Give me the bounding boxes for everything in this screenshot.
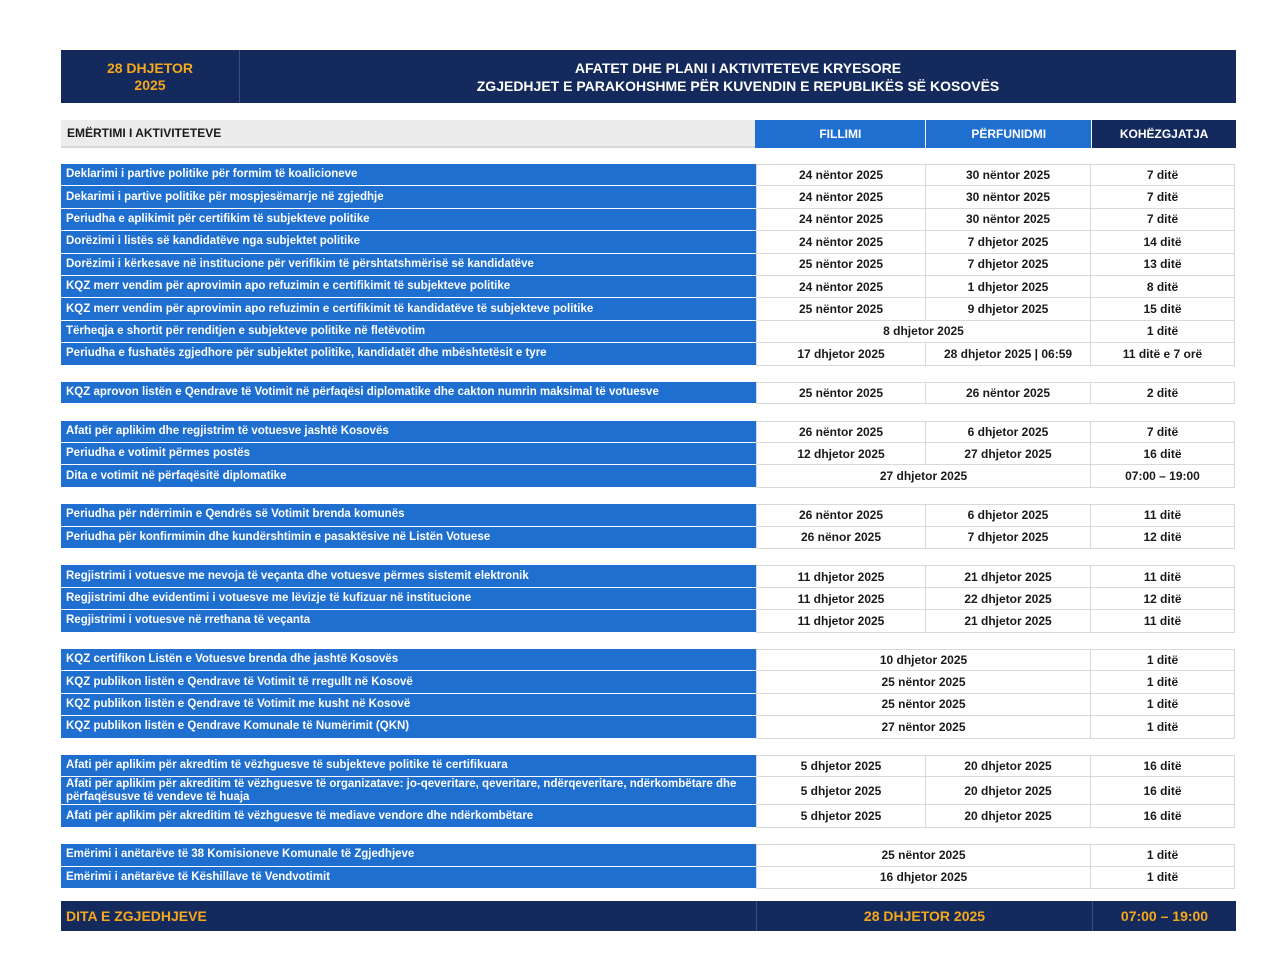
- duration-cell: 16 ditë: [1091, 755, 1235, 777]
- start-date-cell: 11 dhjetor 2025: [756, 610, 926, 632]
- start-date-cell: 17 dhjetor 2025: [756, 343, 926, 365]
- table-row: [61, 504, 1236, 526]
- activity-cell: Dekarimi i partive politike për mospjesëmarrje në zgjedhje: [61, 186, 756, 208]
- end-date-cell: 30 nëntor 2025: [926, 186, 1091, 208]
- duration-cell: 15 ditë: [1091, 298, 1235, 320]
- footer-date: 28 DHJETOR 2025: [756, 901, 1092, 931]
- header-date: [61, 50, 240, 103]
- table-row: [61, 276, 1236, 298]
- table-row: [61, 588, 1236, 610]
- duration-cell: 7 ditë: [1091, 164, 1235, 186]
- activity-cell: KQZ publikon listën e Qendrave të Votimit me kusht në Kosovë: [61, 694, 756, 716]
- election-day-footer: [61, 901, 1236, 931]
- table-row: [61, 777, 1236, 805]
- start-date-cell: 26 nënor 2025: [756, 527, 926, 549]
- table-row: [61, 209, 1236, 231]
- start-date-cell: 24 nëntor 2025: [756, 231, 926, 253]
- duration-cell: 1 ditë: [1091, 671, 1235, 693]
- end-date-cell: 30 nëntor 2025: [926, 164, 1091, 186]
- date-span-cell: 27 nëntor 2025: [756, 716, 1091, 738]
- column-header-row: [61, 120, 1236, 148]
- start-date-cell: 5 dhjetor 2025: [756, 777, 926, 805]
- end-date-cell: 20 dhjetor 2025: [926, 805, 1091, 827]
- start-date-cell: 25 nëntor 2025: [756, 254, 926, 276]
- activity-cell: Regjistrimi i votuesve me nevoja të veçanta dhe votuesve përmes sistemit elektronik: [61, 565, 756, 587]
- end-date-cell: 30 nëntor 2025: [926, 209, 1091, 231]
- start-date-cell: 5 dhjetor 2025: [756, 805, 926, 827]
- start-date-cell: 26 nëntor 2025: [756, 421, 926, 443]
- activity-cell: Periudha e fushatës zgjedhore për subjektet politike, kandidatët dhe mbështetësit e tyre: [61, 343, 756, 365]
- activity-cell: Deklarimi i partive politike për formim të koalicioneve: [61, 164, 756, 186]
- end-date-cell: 1 dhjetor 2025: [926, 276, 1091, 298]
- duration-cell: 7 ditë: [1091, 186, 1235, 208]
- duration-cell: 07:00 – 19:00: [1091, 465, 1235, 487]
- date-span-cell: 25 nëntor 2025: [756, 671, 1091, 693]
- table-row: [61, 164, 1236, 186]
- row-group: [61, 565, 1236, 632]
- activity-cell: Dorëzimi i kërkesave në institucione për verifikim të përshtatshmërisë së kandidatëve: [61, 254, 756, 276]
- table-row: [61, 321, 1236, 343]
- table-row: [61, 186, 1236, 208]
- duration-cell: 16 ditë: [1091, 805, 1235, 827]
- footer-label: DITA E ZGJEDHJEVE: [66, 908, 207, 924]
- table-row: [61, 716, 1236, 738]
- start-date-cell: 24 nëntor 2025: [756, 186, 926, 208]
- table-row: [61, 805, 1236, 827]
- column-header-start: FILLIMI: [755, 120, 925, 148]
- duration-cell: 11 ditë e 7 orë: [1091, 343, 1235, 365]
- header-date-line2: 2025: [134, 76, 166, 93]
- document-header: [61, 50, 1236, 103]
- start-date-cell: 26 nëntor 2025: [756, 504, 926, 526]
- date-span-cell: 25 nëntor 2025: [756, 694, 1091, 716]
- end-date-cell: 6 dhjetor 2025: [926, 421, 1091, 443]
- table-row: [61, 421, 1236, 443]
- date-span-cell: 25 nëntor 2025: [756, 844, 1091, 866]
- header-title-line2: ZGJEDHJET E PARAKOHSHME PËR KUVENDIN E REPUBLIKËS SË KOSOVËS: [476, 77, 1000, 94]
- duration-cell: 1 ditë: [1091, 321, 1235, 343]
- end-date-cell: 22 dhjetor 2025: [926, 588, 1091, 610]
- duration-cell: 1 ditë: [1091, 694, 1235, 716]
- date-span-cell: 8 dhjetor 2025: [756, 321, 1091, 343]
- table-row: [61, 298, 1236, 320]
- activity-cell: KQZ merr vendim për aprovimin apo refuzimin e certifikimit të subjekteve politike: [61, 276, 756, 298]
- activity-cell: Periudha e aplikimit për certifikim të subjekteve politike: [61, 209, 756, 231]
- activity-cell: Periudha e votimit përmes postës: [61, 443, 756, 465]
- footer-hours: 07:00 – 19:00: [1092, 901, 1236, 931]
- start-date-cell: 25 nëntor 2025: [756, 382, 926, 404]
- table-row: [61, 343, 1236, 365]
- end-date-cell: 21 dhjetor 2025: [926, 610, 1091, 632]
- activity-cell: KQZ merr vendim për aprovimin apo refuzimin e certifikimit të kandidatëve të subjekteve politike: [61, 298, 756, 320]
- duration-cell: 16 ditë: [1091, 443, 1235, 465]
- end-date-cell: 28 dhjetor 2025 | 06:59: [926, 343, 1091, 365]
- activity-cell: KQZ publikon listën e Qendrave të Votimit të rregullt në Kosovë: [61, 671, 756, 693]
- activity-cell: KQZ certifikon Listën e Votuesve brenda dhe jashtë Kosovës: [61, 649, 756, 671]
- table-row: [61, 649, 1236, 671]
- start-date-cell: 25 nëntor 2025: [756, 298, 926, 320]
- duration-cell: 12 ditë: [1091, 527, 1235, 549]
- duration-cell: 11 ditë: [1091, 565, 1235, 587]
- row-group: [61, 844, 1236, 889]
- table-row: [61, 465, 1236, 487]
- table-row: [61, 382, 1236, 404]
- column-header-duration: KOHËZGJATJA: [1091, 120, 1236, 148]
- date-span-cell: 10 dhjetor 2025: [756, 649, 1091, 671]
- activity-cell: KQZ aprovon listën e Qendrave të Votimit në përfaqësi diplomatike dhe cakton numrin maksimal të votuesve: [61, 382, 756, 404]
- start-date-cell: 11 dhjetor 2025: [756, 565, 926, 587]
- table-row: [61, 565, 1236, 587]
- schedule-table: [61, 164, 1236, 905]
- activity-cell: Regjistrimi dhe evidentimi i votuesve me lëvizje të kufizuar në institucione: [61, 588, 756, 610]
- table-row: [61, 231, 1236, 253]
- header-title-line1: AFATET DHE PLANI I AKTIVITETEVE KRYESORE: [574, 59, 902, 76]
- activity-cell: Regjistrimi i votuesve në rrethana të veçanta: [61, 610, 756, 632]
- end-date-cell: 9 dhjetor 2025: [926, 298, 1091, 320]
- header-date-line1: 28 DHJETOR: [106, 59, 194, 76]
- activity-cell: Dita e votimit në përfaqësitë diplomatike: [61, 465, 756, 487]
- activity-cell: Emërimi i anëtarëve të 38 Komisioneve Komunale të Zgjedhjeve: [61, 844, 756, 866]
- duration-cell: 1 ditë: [1091, 649, 1235, 671]
- column-header-end: PËRFUNIDMI: [925, 120, 1091, 148]
- duration-cell: 7 ditë: [1091, 421, 1235, 443]
- table-row: [61, 671, 1236, 693]
- end-date-cell: 7 dhjetor 2025: [926, 254, 1091, 276]
- duration-cell: 14 ditë: [1091, 231, 1235, 253]
- end-date-cell: 6 dhjetor 2025: [926, 504, 1091, 526]
- date-span-cell: 16 dhjetor 2025: [756, 867, 1091, 889]
- row-group: [61, 504, 1236, 549]
- start-date-cell: 24 nëntor 2025: [756, 209, 926, 231]
- table-row: [61, 443, 1236, 465]
- end-date-cell: 7 dhjetor 2025: [926, 231, 1091, 253]
- end-date-cell: 7 dhjetor 2025: [926, 527, 1091, 549]
- activity-cell: Afati për aplikim për akredtim të vëzhguesve të subjekteve politike të certifikuara: [61, 755, 756, 777]
- duration-cell: 11 ditë: [1091, 504, 1235, 526]
- row-group: [61, 382, 1236, 404]
- activity-cell: Afati për aplikim dhe regjistrim të votuesve jashtë Kosovës: [61, 421, 756, 443]
- duration-cell: 1 ditë: [1091, 867, 1235, 889]
- table-row: [61, 844, 1236, 866]
- end-date-cell: 20 dhjetor 2025: [926, 777, 1091, 805]
- header-title: [240, 50, 1236, 103]
- row-group: [61, 421, 1236, 488]
- activity-cell: KQZ publikon listën e Qendrave Komunale të Numërimit (QKN): [61, 716, 756, 738]
- start-date-cell: 12 dhjetor 2025: [756, 443, 926, 465]
- duration-cell: 13 ditë: [1091, 254, 1235, 276]
- activity-cell: Afati për aplikim për akreditim të vëzhguesve të organizatave: jo-qeveritare, qeveritare, ndërqeveritare, ndërkombëtare dhe përfaqësusve të vendeve të huaja: [61, 777, 756, 805]
- table-row: [61, 610, 1236, 632]
- end-date-cell: 21 dhjetor 2025: [926, 565, 1091, 587]
- start-date-cell: 24 nëntor 2025: [756, 276, 926, 298]
- activity-cell: Periudha për konfirmimin dhe kundërshtimin e pasaktësive në Listën Votuese: [61, 527, 756, 549]
- table-row: [61, 867, 1236, 889]
- activity-cell: Tërheqja e shortit për renditjen e subjekteve politike në fletëvotim: [61, 321, 756, 343]
- table-row: [61, 254, 1236, 276]
- column-header-activity: EMËRTIMI I AKTIVITETEVE: [61, 120, 755, 148]
- activity-cell: Afati për aplikim për akreditim të vëzhguesve të mediave vendore dhe ndërkombëtare: [61, 805, 756, 827]
- row-group: [61, 164, 1236, 366]
- end-date-cell: 27 dhjetor 2025: [926, 443, 1091, 465]
- end-date-cell: 20 dhjetor 2025: [926, 755, 1091, 777]
- activity-cell: Periudha për ndërrimin e Qendrës së Votimit brenda komunës: [61, 504, 756, 526]
- duration-cell: 2 ditë: [1091, 382, 1235, 404]
- row-group: [61, 649, 1236, 739]
- duration-cell: 8 ditë: [1091, 276, 1235, 298]
- duration-cell: 1 ditë: [1091, 844, 1235, 866]
- activity-cell: Dorëzimi i listës së kandidatëve nga subjektet politike: [61, 231, 756, 253]
- table-row: [61, 527, 1236, 549]
- duration-cell: 11 ditë: [1091, 610, 1235, 632]
- activity-cell: Emërimi i anëtarëve të Këshillave të Vendvotimit: [61, 867, 756, 889]
- duration-cell: 1 ditë: [1091, 716, 1235, 738]
- duration-cell: 16 ditë: [1091, 777, 1235, 805]
- duration-cell: 7 ditë: [1091, 209, 1235, 231]
- start-date-cell: 11 dhjetor 2025: [756, 588, 926, 610]
- date-span-cell: 27 dhjetor 2025: [756, 465, 1091, 487]
- start-date-cell: 24 nëntor 2025: [756, 164, 926, 186]
- table-row: [61, 755, 1236, 777]
- duration-cell: 12 ditë: [1091, 588, 1235, 610]
- row-group: [61, 755, 1236, 828]
- table-row: [61, 694, 1236, 716]
- end-date-cell: 26 nëntor 2025: [926, 382, 1091, 404]
- start-date-cell: 5 dhjetor 2025: [756, 755, 926, 777]
